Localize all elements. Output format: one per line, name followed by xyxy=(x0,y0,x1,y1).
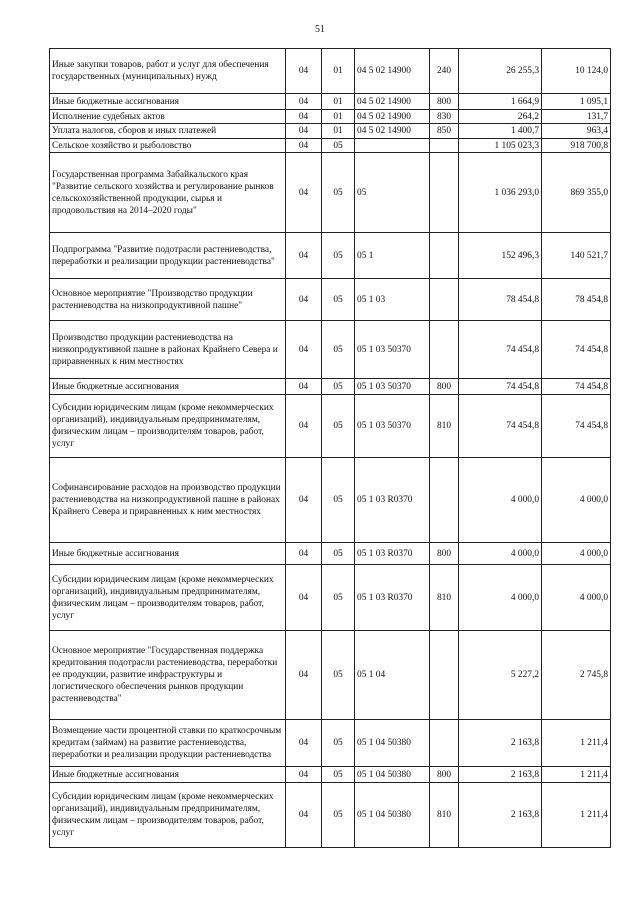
cell-subsection: 01 xyxy=(322,124,355,139)
cell-amount-year2: 10 124,0 xyxy=(542,49,611,94)
table-row xyxy=(50,279,611,321)
cell-subsection: 05 xyxy=(322,767,355,783)
cell-subsection: 01 xyxy=(322,94,355,110)
cell-section: 04 xyxy=(286,321,322,379)
cell-subsection: 05 xyxy=(322,279,355,321)
cell-expense-type xyxy=(430,279,459,321)
table-row xyxy=(50,379,611,395)
cell-name: Иные бюджетные ассигнования xyxy=(50,94,286,110)
cell-target-article: 05 1 03 R0370 xyxy=(355,543,430,565)
cell-subsection: 05 xyxy=(322,153,355,233)
cell-target-article: 04 5 02 14900 xyxy=(355,94,430,110)
cell-amount-year1: 4 000,0 xyxy=(459,565,542,631)
cell-amount-year2: 1 211,4 xyxy=(542,783,611,848)
cell-section: 04 xyxy=(286,631,322,720)
cell-amount-year1: 152 496,3 xyxy=(459,233,542,279)
cell-expense-type xyxy=(430,720,459,767)
cell-section: 04 xyxy=(286,783,322,848)
cell-name: Иные бюджетные ассигнования xyxy=(50,379,286,395)
cell-section: 04 xyxy=(286,139,322,153)
cell-target-article: 05 1 03 R0370 xyxy=(355,458,430,543)
cell-name: Производство продукции растениеводства на низкопродуктивной пашне в районах Крайнего Севера и приравненных к ним местностях xyxy=(50,321,286,379)
cell-subsection: 05 xyxy=(322,631,355,720)
cell-section: 04 xyxy=(286,767,322,783)
cell-subsection: 01 xyxy=(322,110,355,124)
cell-amount-year1: 26 255,3 xyxy=(459,49,542,94)
cell-name: Иные бюджетные ассигнования xyxy=(50,767,286,783)
table-row xyxy=(50,767,611,783)
cell-target-article: 05 1 03 xyxy=(355,279,430,321)
cell-section: 04 xyxy=(286,110,322,124)
cell-amount-year1: 1 105 023,3 xyxy=(459,139,542,153)
cell-expense-type: 800 xyxy=(430,94,459,110)
cell-amount-year2: 74 454,8 xyxy=(542,379,611,395)
cell-expense-type xyxy=(430,153,459,233)
cell-target-article: 05 1 03 50370 xyxy=(355,379,430,395)
cell-amount-year2: 4 000,0 xyxy=(542,565,611,631)
cell-name: Подпрограмма "Развитие подотрасли растениеводства, переработки и реализации продукции растениеводства" xyxy=(50,233,286,279)
table-row xyxy=(50,321,611,379)
cell-amount-year2: 4 000,0 xyxy=(542,458,611,543)
cell-expense-type: 800 xyxy=(430,379,459,395)
table-row xyxy=(50,395,611,458)
table-row xyxy=(50,153,611,233)
cell-section: 04 xyxy=(286,379,322,395)
cell-amount-year1: 74 454,8 xyxy=(459,395,542,458)
cell-subsection: 05 xyxy=(322,543,355,565)
cell-subsection: 05 xyxy=(322,720,355,767)
cell-subsection: 05 xyxy=(322,379,355,395)
cell-name: Основное мероприятие "Производство продукции растениеводства на низкопродуктивной пашне" xyxy=(50,279,286,321)
cell-expense-type: 810 xyxy=(430,783,459,848)
cell-section: 04 xyxy=(286,94,322,110)
table-row xyxy=(50,49,611,94)
cell-section: 04 xyxy=(286,395,322,458)
cell-name: Возмещение части процентной ставки по краткосрочным кредитам (займам) на развитие растениеводства, переработки и реализации продукции растениеводства xyxy=(50,720,286,767)
cell-amount-year1: 1 400,7 xyxy=(459,124,542,139)
cell-amount-year2: 1 211,4 xyxy=(542,767,611,783)
cell-amount-year2: 74 454,8 xyxy=(542,395,611,458)
cell-expense-type: 810 xyxy=(430,395,459,458)
cell-amount-year1: 78 454,8 xyxy=(459,279,542,321)
cell-amount-year1: 4 000,0 xyxy=(459,543,542,565)
table-row xyxy=(50,94,611,110)
table-row xyxy=(50,565,611,631)
cell-amount-year1: 1 036 293,0 xyxy=(459,153,542,233)
cell-section: 04 xyxy=(286,720,322,767)
table-row xyxy=(50,110,611,124)
cell-amount-year2: 78 454,8 xyxy=(542,279,611,321)
cell-name: Иные закупки товаров, работ и услуг для обеспечения государственных (муниципальных) нужд xyxy=(50,49,286,94)
cell-subsection: 05 xyxy=(322,321,355,379)
cell-section: 04 xyxy=(286,49,322,94)
cell-target-article: 05 1 04 50380 xyxy=(355,720,430,767)
cell-target-article: 05 1 03 R0370 xyxy=(355,565,430,631)
cell-expense-type: 240 xyxy=(430,49,459,94)
cell-subsection: 05 xyxy=(322,458,355,543)
cell-name: Уплата налогов, сборов и иных платежей xyxy=(50,124,286,139)
cell-amount-year2: 918 700,8 xyxy=(542,139,611,153)
cell-target-article: 05 1 04 xyxy=(355,631,430,720)
cell-expense-type xyxy=(430,233,459,279)
cell-name: Сельское хозяйство и рыболовство xyxy=(50,139,286,153)
cell-expense-type: 850 xyxy=(430,124,459,139)
cell-amount-year1: 2 163,8 xyxy=(459,783,542,848)
cell-amount-year1: 2 163,8 xyxy=(459,767,542,783)
cell-subsection: 01 xyxy=(322,49,355,94)
cell-subsection: 05 xyxy=(322,139,355,153)
cell-subsection: 05 xyxy=(322,565,355,631)
cell-section: 04 xyxy=(286,279,322,321)
cell-expense-type xyxy=(430,458,459,543)
cell-expense-type xyxy=(430,631,459,720)
cell-amount-year2: 963,4 xyxy=(542,124,611,139)
cell-target-article: 04 5 02 14900 xyxy=(355,110,430,124)
table-row xyxy=(50,233,611,279)
cell-subsection: 05 xyxy=(322,395,355,458)
cell-target-article: 05 1 03 50370 xyxy=(355,395,430,458)
cell-amount-year1: 1 664,9 xyxy=(459,94,542,110)
cell-amount-year1: 74 454,8 xyxy=(459,321,542,379)
cell-name: Софинансирование расходов на производство продукции растениеводства на низкопродуктивной пашне в районах Крайнего Севера и приравненных к ним местностях xyxy=(50,458,286,543)
table-row xyxy=(50,631,611,720)
cell-expense-type: 800 xyxy=(430,767,459,783)
cell-target-article: 05 1 04 50380 xyxy=(355,767,430,783)
cell-expense-type: 830 xyxy=(430,110,459,124)
cell-target-article: 04 5 02 14900 xyxy=(355,124,430,139)
cell-target-article: 05 1 03 50370 xyxy=(355,321,430,379)
cell-expense-type: 800 xyxy=(430,543,459,565)
cell-expense-type: 810 xyxy=(430,565,459,631)
cell-section: 04 xyxy=(286,153,322,233)
cell-amount-year1: 74 454,8 xyxy=(459,379,542,395)
cell-amount-year2: 140 521,7 xyxy=(542,233,611,279)
cell-amount-year1: 5 227,2 xyxy=(459,631,542,720)
cell-target-article: 05 xyxy=(355,153,430,233)
cell-amount-year2: 4 000,0 xyxy=(542,543,611,565)
table-row xyxy=(50,458,611,543)
table-row xyxy=(50,124,611,139)
cell-subsection: 05 xyxy=(322,783,355,848)
cell-section: 04 xyxy=(286,565,322,631)
cell-subsection: 05 xyxy=(322,233,355,279)
cell-name: Субсидии юридическим лицам (кроме некоммерческих организаций), индивидуальным предпринимателям, физическим лицам – производителям товаров, работ, услуг xyxy=(50,395,286,458)
cell-amount-year1: 4 000,0 xyxy=(459,458,542,543)
cell-target-article: 05 1 04 50380 xyxy=(355,783,430,848)
cell-section: 04 xyxy=(286,124,322,139)
cell-target-article xyxy=(355,139,430,153)
cell-name: Иные бюджетные ассигнования xyxy=(50,543,286,565)
cell-section: 04 xyxy=(286,458,322,543)
page-number: 51 xyxy=(315,24,325,35)
cell-target-article: 05 1 xyxy=(355,233,430,279)
cell-amount-year2: 1 211,4 xyxy=(542,720,611,767)
cell-expense-type xyxy=(430,321,459,379)
table-row xyxy=(50,139,611,153)
cell-amount-year1: 264,2 xyxy=(459,110,542,124)
cell-amount-year2: 869 355,0 xyxy=(542,153,611,233)
cell-name: Государственная программа Забайкальского края "Развитие сельского хозяйства и регулирование рынков сельскохозяйственной продукции, сырья и продовольствия на 2014–2020 годы" xyxy=(50,153,286,233)
cell-amount-year2: 131,7 xyxy=(542,110,611,124)
cell-name: Субсидии юридическим лицам (кроме некоммерческих организаций), индивидуальным предпринимателям, физическим лицам – производителям товаров, работ, услуг xyxy=(50,565,286,631)
cell-section: 04 xyxy=(286,543,322,565)
table-row xyxy=(50,783,611,848)
cell-amount-year1: 2 163,8 xyxy=(459,720,542,767)
budget-table xyxy=(49,48,611,848)
table-row xyxy=(50,543,611,565)
cell-amount-year2: 2 745,8 xyxy=(542,631,611,720)
cell-target-article: 04 5 02 14900 xyxy=(355,49,430,94)
cell-name: Субсидии юридическим лицам (кроме некоммерческих организаций), индивидуальным предпринимателям, физическим лицам – производителям товаров, работ, услуг xyxy=(50,783,286,848)
cell-name: Основное мероприятие "Государственная поддержка кредитования подотрасли растениеводства, переработки ее продукции, развитие инфраструктуры и логистического обеспечения рынков продукции растениеводства" xyxy=(50,631,286,720)
cell-amount-year2: 74 454,8 xyxy=(542,321,611,379)
cell-expense-type xyxy=(430,139,459,153)
cell-amount-year2: 1 095,1 xyxy=(542,94,611,110)
table-row xyxy=(50,720,611,767)
cell-section: 04 xyxy=(286,233,322,279)
cell-name: Исполнение судебных актов xyxy=(50,110,286,124)
